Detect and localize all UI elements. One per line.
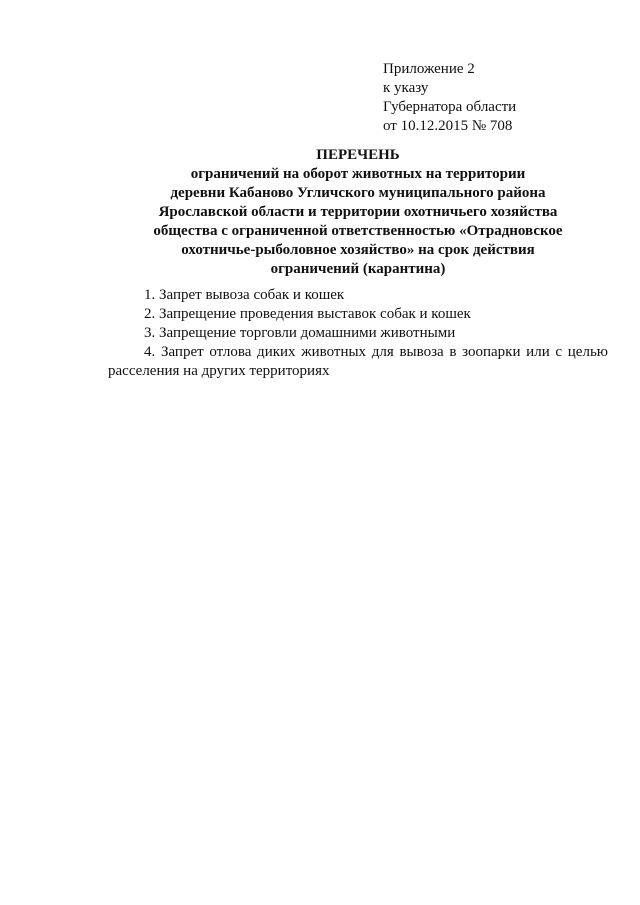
- appendix-line: Приложение 2: [383, 61, 475, 77]
- title-heading: ПЕРЕЧЕНЬ: [316, 147, 400, 163]
- appendix-line: к указу: [383, 80, 429, 96]
- list-item: 3. Запрещение торговли домашними животными: [144, 325, 456, 341]
- appendix-reference: [383, 60, 603, 136]
- title-line: ограничений на оборот животных на территории: [190, 166, 526, 182]
- list-item: 4. Запрет отлова диких животных для вывоза в зоопарки или с целью расселения на других территориях: [108, 344, 608, 379]
- document-title: [108, 146, 608, 279]
- restrictions-list: [108, 286, 608, 381]
- title-line: Ярославской области и территории охотничьего хозяйства: [158, 204, 558, 220]
- list-item: 2. Запрещение проведения выставок собак и кошек: [144, 306, 471, 322]
- appendix-line: Губернатора области: [383, 99, 517, 115]
- title-line: деревни Кабаново Угличского муниципального района: [170, 185, 546, 201]
- list-item: 1. Запрет вывоза собак и кошек: [144, 287, 345, 303]
- title-line: ограничений (карантина): [270, 261, 446, 277]
- appendix-line: от 10.12.2015 № 708: [383, 118, 513, 134]
- title-line: общества с ограниченной ответственностью «Отрадновское: [153, 223, 563, 239]
- title-line: охотничье-рыболовное хозяйство» на срок действия: [181, 242, 535, 258]
